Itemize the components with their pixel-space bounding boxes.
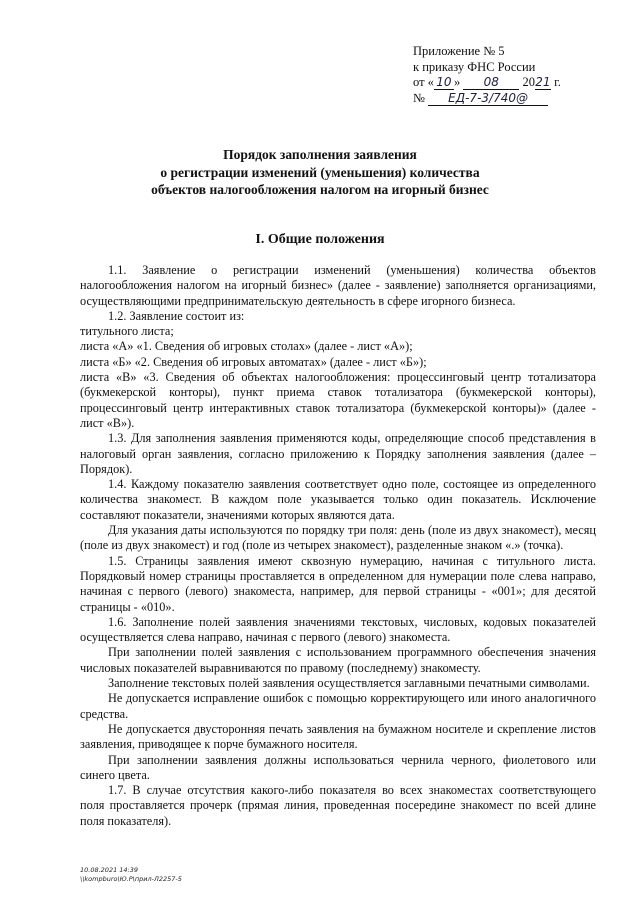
paragraph-no-duplex: Не допускается двусторонняя печать заявления на бумажном носителе и скрепление листов заявления, приводящее к порче бумажного носителя. [80, 721, 596, 752]
date-prefix: от « [413, 75, 434, 89]
title-line-3: объектов налогообложения налогом на игорный бизнес [151, 182, 489, 197]
section-heading: I. Общие положения [255, 232, 385, 247]
appendix-label: Приложение № 5 [413, 44, 505, 58]
paragraph-date-format: Для указания даты используются по порядку три поля: день (поле из двух знакомест), месяц (поле из двух знакомест) и год (поле из четырех знакомест), разделенные знаком «.» (точка). [80, 523, 596, 553]
footer-file-path: \\kompburo\Ю.Р\прил-Л2257-5 [80, 875, 182, 883]
paragraph-no-corrections: Не допускается исправление ошибок с помощью корректирующего или иного аналогичного средства. [80, 691, 596, 721]
order-reference: к приказу ФНС России [413, 59, 536, 74]
date-year-suffix: 21 [535, 75, 551, 89]
list-item-sheet-b: листа «Б» «2. Сведения об игровых автоматах» (далее - лист «Б»); [80, 354, 427, 369]
paragraph-1-2: 1.2. Заявление состоит из: [108, 308, 245, 323]
order-number [413, 91, 628, 107]
paragraph-1-1: 1.1. Заявление о регистрации изменений (уменьшения) количества объектов налогообложения налогом на игорный бизнес» (далее - заявление) заполняется организациями, осуществляющими предпринимательскую деятельность в сфере игорного бизнеса. [80, 263, 596, 308]
paragraph-1-4: 1.4. Каждому показателю заявления соответствует одно поле, состоящее из определенного количества знакомест. В каждом поле указывается только один показатель. Исключение составляют показатели, значениями которых являются дата. [80, 477, 596, 522]
list-item-sheet-a: листа «А» «1. Сведения об игровых столах» (далее - лист «А»); [80, 339, 413, 354]
paragraph-1-5: 1.5. Страницы заявления имеют сквозную нумерацию, начиная с титульного листа. Порядковый номер страницы проставляется в определенном для нумерации поле слева направо, начиная с первого (левого) знакоместа, например, для первой страницы - «001»; для десятой страницы - «010». [80, 553, 596, 614]
footer-timestamp: 10.08.2021 14:39 [80, 866, 139, 874]
title-line-2: о регистрации изменений (уменьшения) количества [160, 164, 480, 180]
number-value: ЕД-7-3/740@ [428, 92, 548, 106]
date-day: 10 [434, 76, 454, 90]
approval-block [413, 44, 628, 106]
document-title [100, 146, 540, 199]
paragraph-1-6: 1.6. Заполнение полей заявления значениями текстовых, числовых, кодовых показателей осуществляется слева направо, начиная с первого (левого) знакоместа. [80, 614, 596, 645]
date-suffix: г. [554, 75, 561, 89]
list-item-sheet-v: листа «В» «3. Сведения об объектах налогообложения: процессинговый центр тотализатора (букмекерской конторы), пункт приема ставок тотализатора (букмекерской конторы), процессинговый центр интерактивных ставок тотализатора (букмекерской конторы)» (далее - лист «В»). [80, 370, 596, 430]
title-line-1: Порядок заполнения заявления [223, 147, 417, 162]
document-body [80, 263, 596, 829]
paragraph-1-7: 1.7. В случае отсутствия какого-либо показателя во всех знакоместах соответствующего поля проставляется прочерк (прямая линия, проведенная посередине знакомест по всей длине поля показателя). [80, 783, 596, 828]
date-separator: » [453, 75, 461, 89]
paragraph-1-3: 1.3. Для заполнения заявления применяются коды, определяющие способ представления в налоговый орган заявления, согласно приложению к Порядку заполнения заявления (далее – Порядок). [80, 431, 596, 476]
number-prefix: № [413, 90, 425, 105]
date-month: 08 [463, 76, 519, 90]
paragraph-ink-color: При заполнении заявления должны использоваться чернила черного, фиолетового или синего цвета. [80, 752, 596, 782]
paragraph-text-fields: Заполнение текстовых полей заявления осуществляется заглавными печатными символами. [108, 676, 590, 691]
paragraph-software-fill: При заполнении полей заявления с использованием программного обеспечения значения числовых показателей выравниваются по правому (последнему) знакоместу. [80, 645, 596, 675]
order-date [413, 75, 628, 91]
date-year-prefix: 20 [522, 75, 535, 89]
print-footer [80, 866, 330, 884]
list-item-title-sheet: титульного листа; [80, 324, 174, 339]
